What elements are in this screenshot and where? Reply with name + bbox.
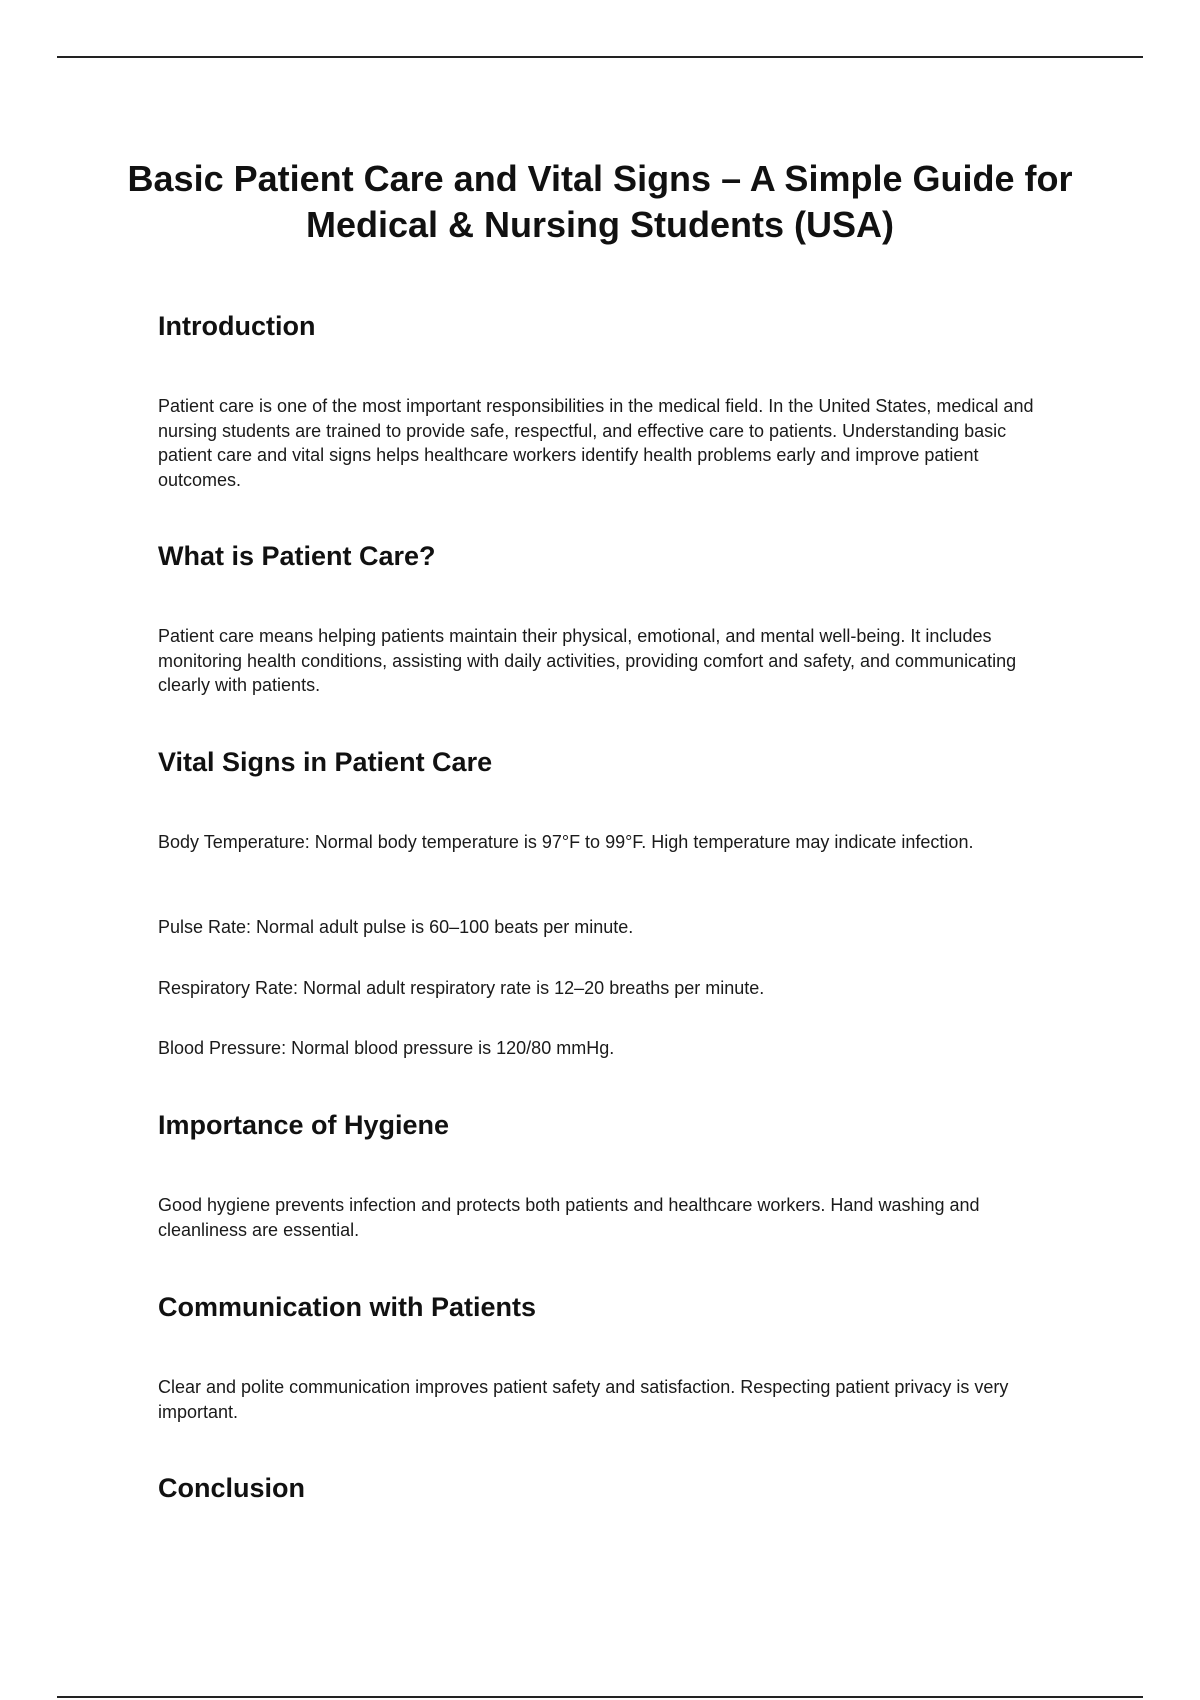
document-title: Basic Patient Care and Vital Signs – A Simple Guide for Medical & Nursing Students (USA) [127, 158, 1073, 245]
heading-what-is-patient-care: What is Patient Care? [158, 541, 436, 571]
paragraph-hygiene: Good hygiene prevents infection and protects both patients and healthcare workers. Hand washing and cleanliness are essential. [158, 1195, 980, 1240]
heading-vital-signs: Vital Signs in Patient Care [158, 747, 493, 777]
vital-sign-pulse-rate: Pulse Rate: Normal adult pulse is 60–100 beats per minute. [158, 917, 634, 937]
paragraph-introduction: Patient care is one of the most important responsibilities in the medical field. In the United States, medical and nursing students are trained to provide safe, respectful, and effective care to patients. Understanding basic patient care and vital signs helps healthcare workers identify health problems early and improve patient outcomes. [158, 396, 1034, 490]
top-rule [57, 56, 1143, 58]
heading-hygiene: Importance of Hygiene [158, 1110, 450, 1140]
paragraph-what-is-patient-care: Patient care means helping patients maintain their physical, emotional, and mental well-being. It includes monitoring health conditions, assisting with daily activities, providing comfort and safety, and communicating clearly with patients. [158, 626, 1017, 695]
bottom-rule [57, 1696, 1143, 1698]
vital-sign-blood-pressure: Blood Pressure: Normal blood pressure is 120/80 mmHg. [158, 1038, 615, 1058]
paragraph-communication: Clear and polite communication improves patient safety and satisfaction. Respecting patient privacy is very important. [158, 1377, 1009, 1422]
vital-sign-body-temperature: Body Temperature: Normal body temperature is 97°F to 99°F. High temperature may indicate infection. [158, 832, 974, 852]
heading-conclusion: Conclusion [158, 1473, 305, 1503]
vital-sign-respiratory-rate: Respiratory Rate: Normal adult respiratory rate is 12–20 breaths per minute. [158, 978, 765, 998]
heading-introduction: Introduction [158, 311, 316, 341]
heading-communication: Communication with Patients [158, 1292, 537, 1322]
